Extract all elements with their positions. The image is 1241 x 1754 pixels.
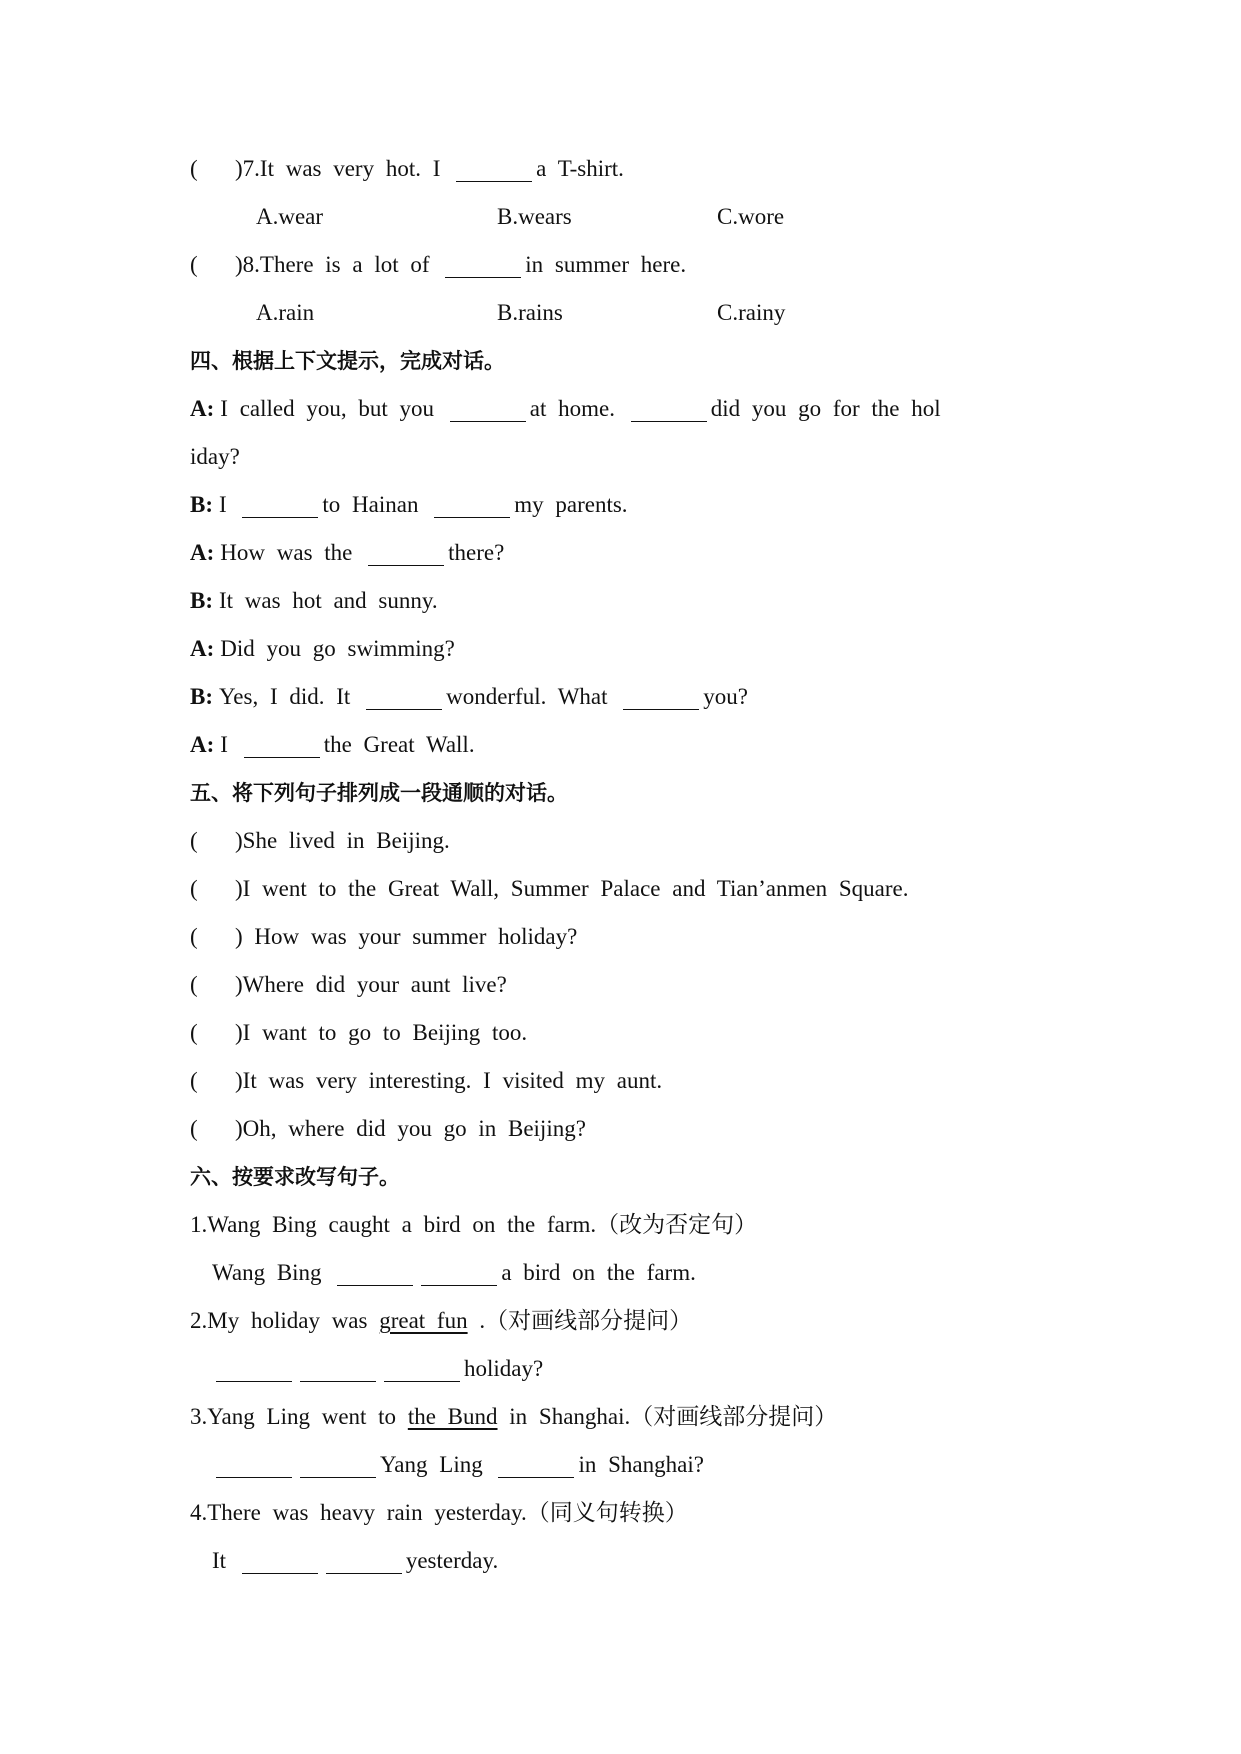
fill-in-blank[interactable] bbox=[434, 487, 510, 518]
answer-options bbox=[190, 193, 1070, 241]
fill-in-blank[interactable] bbox=[450, 391, 526, 422]
line-text: It was hot and sunny. bbox=[219, 588, 438, 613]
answer-bracket[interactable]: ( bbox=[190, 252, 198, 277]
answer-options bbox=[190, 289, 1070, 337]
fill-in-blank[interactable] bbox=[456, 151, 532, 182]
line-text: 4.There was heavy rain yesterday.（同义句转换） bbox=[190, 1500, 688, 1525]
line-text: to Hainan bbox=[322, 492, 419, 517]
speaker-label: A: bbox=[190, 396, 215, 421]
fill-in-blank[interactable] bbox=[631, 391, 707, 422]
question-line bbox=[190, 577, 1070, 625]
fill-in-blank[interactable] bbox=[300, 1351, 376, 1382]
line-text: a bird on the farm. bbox=[501, 1260, 696, 1285]
answer-bracket[interactable]: ( bbox=[190, 828, 198, 853]
question-line bbox=[190, 1249, 1070, 1297]
answer-bracket[interactable]: ( bbox=[190, 924, 198, 949]
line-text: )She lived in Beijing. bbox=[235, 828, 450, 853]
answer-bracket[interactable]: ( bbox=[190, 1116, 198, 1141]
answer-option[interactable]: A.rain bbox=[256, 300, 315, 325]
answer-option[interactable]: C.wore bbox=[717, 204, 785, 229]
line-text: 六、按要求改写句子。 bbox=[190, 1165, 400, 1189]
question-line bbox=[190, 721, 1070, 769]
fill-in-blank[interactable] bbox=[623, 679, 699, 710]
answer-bracket[interactable]: ( bbox=[190, 1068, 198, 1093]
fill-in-blank[interactable] bbox=[216, 1351, 292, 1382]
question-line bbox=[190, 1441, 1070, 1489]
line-text: )Oh, where did you go in Beijing? bbox=[235, 1116, 586, 1141]
worksheet bbox=[190, 145, 1070, 1585]
line-text: 五、将下列句子排列成一段通顺的对话。 bbox=[190, 781, 568, 805]
question-line bbox=[190, 145, 1070, 193]
question-line bbox=[190, 1537, 1070, 1585]
line-text: a T-shirt. bbox=[536, 156, 624, 181]
question-line bbox=[190, 1297, 1070, 1345]
line-text: yesterday. bbox=[405, 1548, 499, 1573]
line-text: in summer here. bbox=[525, 252, 687, 277]
question-line bbox=[190, 385, 1070, 433]
answer-bracket[interactable]: ( bbox=[190, 876, 198, 901]
speaker-label: A: bbox=[190, 636, 215, 661]
line-text: 四、根据上下文提示，完成对话。 bbox=[190, 349, 505, 373]
section-heading bbox=[190, 337, 1070, 385]
fill-in-blank[interactable] bbox=[337, 1255, 413, 1286]
answer-bracket[interactable]: ( bbox=[190, 1020, 198, 1045]
section-heading bbox=[190, 1153, 1070, 1201]
line-text: )Where did your aunt live? bbox=[235, 972, 507, 997]
line-text: How was the bbox=[220, 540, 353, 565]
line-text: did you go for the hol bbox=[710, 396, 941, 421]
answer-option[interactable]: B.wears bbox=[497, 204, 572, 229]
fill-in-blank[interactable] bbox=[244, 727, 320, 758]
question-line bbox=[190, 433, 1070, 481]
question-line bbox=[190, 1489, 1070, 1537]
underlined-text: the Bund bbox=[407, 1404, 498, 1429]
answer-option[interactable]: C.rainy bbox=[717, 300, 786, 325]
line-text: in Shanghai.（对画线部分提问） bbox=[509, 1404, 838, 1429]
question-line bbox=[190, 1057, 1070, 1105]
line-text: there? bbox=[448, 540, 505, 565]
fill-in-blank[interactable] bbox=[421, 1255, 497, 1286]
line-text: in Shanghai? bbox=[578, 1452, 704, 1477]
line-text: )I want to go to Beijing too. bbox=[235, 1020, 528, 1045]
speaker-label: A: bbox=[190, 732, 215, 757]
line-text: at home. bbox=[529, 396, 615, 421]
line-text: my parents. bbox=[514, 492, 628, 517]
line-text: I bbox=[219, 492, 227, 517]
speaker-label: A: bbox=[190, 540, 215, 565]
question-line bbox=[190, 673, 1070, 721]
fill-in-blank[interactable] bbox=[326, 1543, 402, 1574]
fill-in-blank[interactable] bbox=[366, 679, 442, 710]
line-text: you? bbox=[703, 684, 748, 709]
fill-in-blank[interactable] bbox=[242, 1543, 318, 1574]
answer-option[interactable]: A.wear bbox=[256, 204, 324, 229]
line-text: iday? bbox=[190, 444, 240, 469]
question-line bbox=[190, 1345, 1070, 1393]
fill-in-blank[interactable] bbox=[300, 1447, 376, 1478]
fill-in-blank[interactable] bbox=[368, 535, 444, 566]
line-text: Did you go swimming? bbox=[220, 636, 455, 661]
fill-in-blank[interactable] bbox=[242, 487, 318, 518]
line-text: )I went to the Great Wall, Summer Palace and Tian’anmen Square. bbox=[235, 876, 909, 901]
question-line bbox=[190, 1105, 1070, 1153]
speaker-label: B: bbox=[190, 588, 213, 613]
fill-in-blank[interactable] bbox=[445, 247, 521, 278]
line-text: .（对画线部分提问） bbox=[479, 1308, 693, 1333]
answer-option[interactable]: B.rains bbox=[497, 300, 563, 325]
question-line bbox=[190, 865, 1070, 913]
line-text: It bbox=[212, 1548, 227, 1573]
line-text: wonderful. What bbox=[446, 684, 608, 709]
speaker-label: B: bbox=[190, 492, 213, 517]
question-line bbox=[190, 1009, 1070, 1057]
speaker-label: B: bbox=[190, 684, 213, 709]
line-text: 2.My holiday was bbox=[190, 1308, 368, 1333]
line-text: Yes, I did. It bbox=[219, 684, 351, 709]
line-text: I bbox=[220, 732, 228, 757]
question-line bbox=[190, 961, 1070, 1009]
question-line bbox=[190, 913, 1070, 961]
question-line bbox=[190, 625, 1070, 673]
fill-in-blank[interactable] bbox=[498, 1447, 574, 1478]
question-line bbox=[190, 529, 1070, 577]
question-line bbox=[190, 481, 1070, 529]
fill-in-blank[interactable] bbox=[216, 1447, 292, 1478]
answer-bracket[interactable]: ( bbox=[190, 156, 198, 181]
line-text: 3.Yang Ling went to bbox=[190, 1404, 397, 1429]
fill-in-blank[interactable] bbox=[384, 1351, 460, 1382]
line-text: holiday? bbox=[464, 1356, 544, 1381]
line-text: I called you, but you bbox=[220, 396, 434, 421]
line-text: Wang Bing bbox=[212, 1260, 322, 1285]
line-text: )8.There is a lot of bbox=[235, 252, 430, 277]
line-text: the Great Wall. bbox=[323, 732, 475, 757]
question-line bbox=[190, 817, 1070, 865]
line-text: 1.Wang Bing caught a bird on the farm.（改为否定句） bbox=[190, 1212, 758, 1237]
line-text: ) How was your summer holiday? bbox=[235, 924, 578, 949]
line-text: Yang Ling bbox=[380, 1452, 483, 1477]
question-line bbox=[190, 241, 1070, 289]
question-line bbox=[190, 1393, 1070, 1441]
answer-bracket[interactable]: ( bbox=[190, 972, 198, 997]
question-line bbox=[190, 1201, 1070, 1249]
line-text: )7.It was very hot. I bbox=[235, 156, 441, 181]
underlined-text: great fun bbox=[379, 1308, 468, 1333]
section-heading bbox=[190, 769, 1070, 817]
line-text: )It was very interesting. I visited my aunt. bbox=[235, 1068, 663, 1093]
